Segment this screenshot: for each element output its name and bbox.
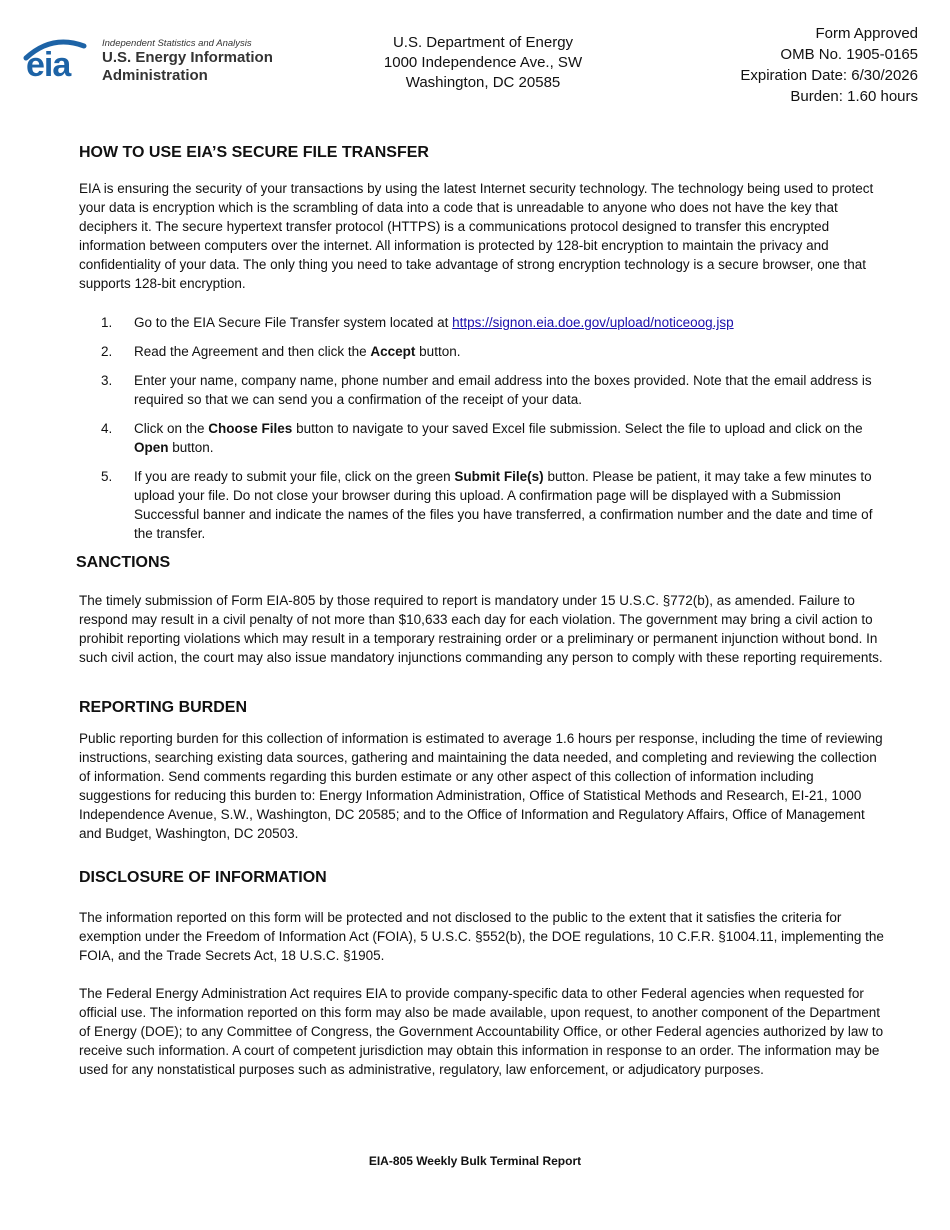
list-item: 5. If you are ready to submit your file, click on the green Submit File(s) button. Please be patient, it may take a few minutes to upload your file. Do not close your browser during this upload. A confirmation page will be displayed with a Submission Successful banner and indicate the names of the files you have transferred, a confirmation number and the date and time of the transfer.	[101, 469, 873, 541]
transfer-steps-list	[79, 313, 889, 543]
sanctions-heading: SANCTIONS	[76, 554, 171, 571]
disclosure-heading: DISCLOSURE OF INFORMATION	[79, 869, 327, 886]
expiration-date: Expiration Date: 6/30/2026	[740, 67, 918, 84]
sanctions-text: The timely submission of Form EIA-805 by those required to report is mandatory under 15 U.S.C. §772(b), as amended. Failure to respond may result in a civil penalty of not more than $10,633 each day for each violation. The government may bring a civil action to prohibit reporting violations which may result in a temporary restraining order or a preliminary or permanent injunction without bond. In such civil action, the court may also issue mandatory injunctions commanding any person to comply with these reporting requirements.	[79, 593, 883, 665]
secure-transfer-intro: EIA is ensuring the security of your transactions by using the latest Internet security technology. The technology being used to protect your data is encryption which is the scrambling of data into a code that is unreadable to anyone who does not have the key that deciphers it. The secure hypertext transfer protocol (HTTPS) is a communications protocol designed to transfer this encrypted information between computers over the internet. All information is protected by 128-bit encryption to maintain the privacy and confidentiality of your data. The only thing you need to take advantage of strong encryption technology is a secure browser, one that supports 128-bit encryption.	[79, 181, 874, 291]
department-name: U.S. Department of Energy	[392, 34, 574, 51]
secure-transfer-heading: HOW TO USE EIA’S SECURE FILE TRANSFER	[79, 144, 429, 161]
list-item: 4. Click on the Choose Files button to navigate to your saved Excel file submission. Select the file to upload and click on the Open button.	[101, 421, 863, 455]
department-street: 1000 Independence Ave., SW	[383, 54, 583, 71]
page-footer: EIA-805 Weekly Bulk Terminal Report	[368, 1154, 582, 1168]
logo-tagline: Independent Statistics and Analysis	[102, 38, 252, 49]
department-city: Washington, DC 20585	[405, 74, 561, 91]
reporting-burden-heading: REPORTING BURDEN	[79, 699, 248, 716]
list-item: 2. Read the Agreement and then click the Accept button.	[101, 344, 461, 359]
logo-wordmark: eia	[26, 46, 71, 84]
disclosure-text-1: The information reported on this form will be protected and not disclosed to the public to the extent that it satisfies the criteria for exemption under the Freedom of Information Act (FOIA), 5 U.S.C. §552(b), the DOE regulations, 10 C.F.R. §1004.11, implementing the FOIA, and the Trade Secrets Act, 18 U.S.C. §1905.	[79, 910, 884, 963]
list-item: 3. Enter your name, company name, phone number and email address into the boxes provided. Note that the email address is required so that we can send you a confirmation of the receipt of your data.	[101, 373, 872, 407]
document-body	[76, 142, 889, 1079]
disclosure-text-2: The Federal Energy Administration Act requires EIA to provide company-specific data to other Federal agencies when requested for official use. The information reported on this form may also be made available, upon request, to another component of the Department of Energy (DOE); to any Committee of Congress, the Government Accountability Office, or other Federal agencies authorized by law to receive such information. A court of competent jurisdiction may obtain this information in response to an order. The information may be used for any nonstatistical purposes such as administrative, regulatory, law enforcement, or adjudicatory purposes.	[79, 986, 884, 1077]
upload-system-link[interactable]: https://signon.eia.doe.gov/upload/noticeoog.jsp	[452, 315, 734, 330]
burden-hours: Burden: 1.60 hours	[790, 88, 918, 105]
logo-name-line1: U.S. Energy Information	[102, 49, 273, 66]
list-item: 1. Go to the EIA Secure File Transfer system located at https://signon.eia.doe.gov/upload/noticeoog.jsp	[101, 315, 734, 330]
form-approved: Form Approved	[815, 25, 918, 42]
eia-logo	[22, 36, 292, 88]
omb-number: OMB No. 1905-0165	[780, 46, 918, 63]
reporting-burden-text: Public reporting burden for this collection of information is estimated to average 1.6 hours per response, including the time of reviewing instructions, searching existing data sources, gathering and maintaining the data needed, and completing and reviewing the collection of information. Send comments regarding this burden estimate or any other aspect of this collection of information including suggestions for reducing this burden to: Energy Information Administration, Office of Statistical Methods and Research, EI-21, 1000 Independence Avenue, S.W., Washington, DC 20585; and to the Office of Information and Regulatory Affairs, Office of Management and Budget, Washington, DC 20503.	[79, 731, 883, 841]
omb-approval-block	[740, 23, 918, 107]
department-address	[330, 33, 636, 93]
logo-name-line2: Administration	[102, 67, 208, 84]
